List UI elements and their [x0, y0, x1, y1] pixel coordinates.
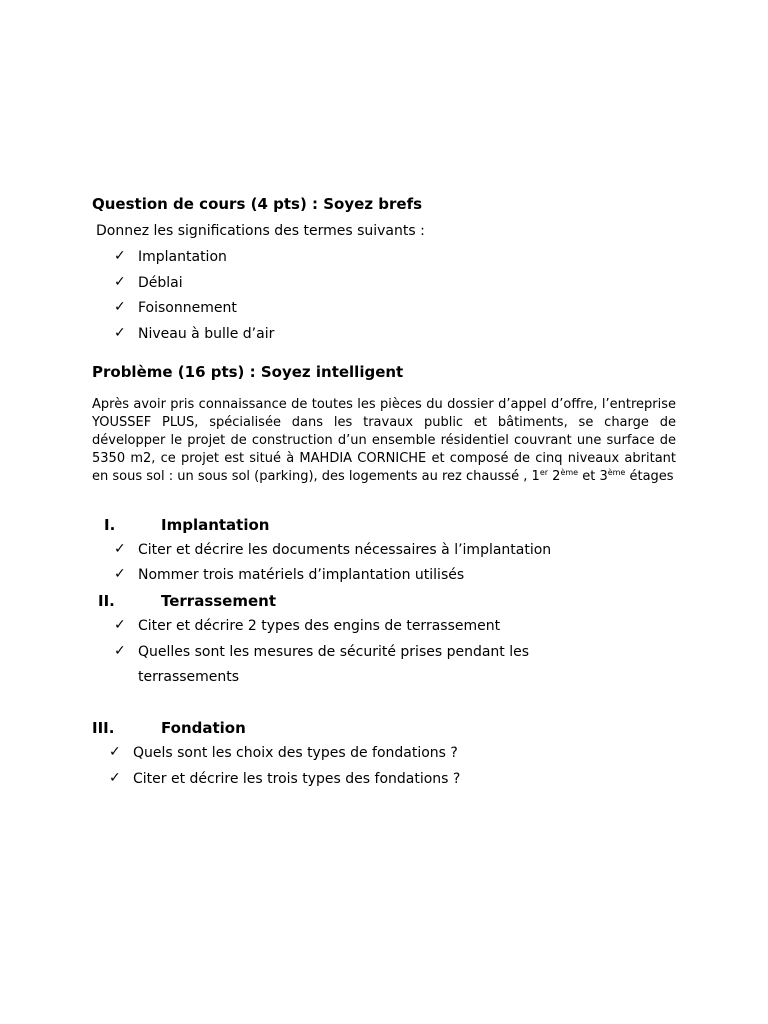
part-title: Implantation	[161, 516, 270, 534]
list-item: Citer et décrire les trois types des fondations ?	[133, 771, 461, 787]
superscript-eme: ème	[560, 468, 579, 477]
part-title: Terrassement	[161, 592, 277, 610]
checkmark-icon: ✓	[109, 770, 121, 786]
paragraph-text: Après avoir pris connaissance de toutes les pièces du dossier d’appel d’offre, l’entreprise YOUSSEF PLUS, spécialisée dans les travaux public et bâtiments, se charge de développer le projet de construction d’un ensemble résidentiel couvrant une surface de 5350 m2, ce projet est situé à MAHDIA CORNICHE et composé de cinq niveaux abritant en sous sol : un sous sol (parking), des logements au rez chaussé , 1	[92, 397, 676, 484]
superscript-er: er	[539, 468, 549, 477]
list-item: Niveau à bulle d’air	[138, 326, 275, 342]
problem-paragraph	[92, 396, 676, 486]
section1-title: Question de cours (4 pts) : Soyez brefs	[92, 195, 423, 213]
paragraph-text: et 3	[578, 469, 608, 484]
checkmark-icon: ✓	[114, 617, 126, 633]
part-numeral: II.	[98, 592, 115, 610]
checkmark-icon: ✓	[114, 643, 126, 659]
superscript-eme: ème	[607, 468, 626, 477]
checkmark-icon: ✓	[109, 744, 121, 760]
list-item: Nommer trois matériels d’implantation utilisés	[138, 567, 465, 583]
part-title: Fondation	[161, 719, 246, 737]
checkmark-icon: ✓	[114, 274, 126, 290]
checkmark-icon: ✓	[114, 566, 126, 582]
paragraph-text: étages	[625, 469, 674, 484]
checkmark-icon: ✓	[114, 325, 126, 341]
list-item: Foisonnement	[138, 300, 237, 316]
checkmark-icon: ✓	[114, 541, 126, 557]
list-item: Quels sont les choix des types de fondations ?	[133, 745, 458, 761]
list-item: Citer et décrire 2 types des engins de terrassement	[138, 618, 501, 634]
list-item: Citer et décrire les documents nécessaires à l’implantation	[138, 542, 552, 558]
list-item: Quelles sont les mesures de sécurité prises pendant les	[138, 644, 530, 660]
list-item-continuation: terrassements	[138, 669, 240, 685]
paragraph-text: 2	[548, 469, 561, 484]
section2-title: Problème (16 pts) : Soyez intelligent	[92, 363, 404, 381]
checkmark-icon: ✓	[114, 299, 126, 315]
list-item: Implantation	[138, 249, 227, 265]
list-item: Déblai	[138, 275, 183, 291]
part-numeral: III.	[92, 719, 115, 737]
section1-intro: Donnez les significations des termes suivants :	[96, 223, 425, 239]
checkmark-icon: ✓	[114, 248, 126, 264]
part-numeral: I.	[104, 516, 116, 534]
